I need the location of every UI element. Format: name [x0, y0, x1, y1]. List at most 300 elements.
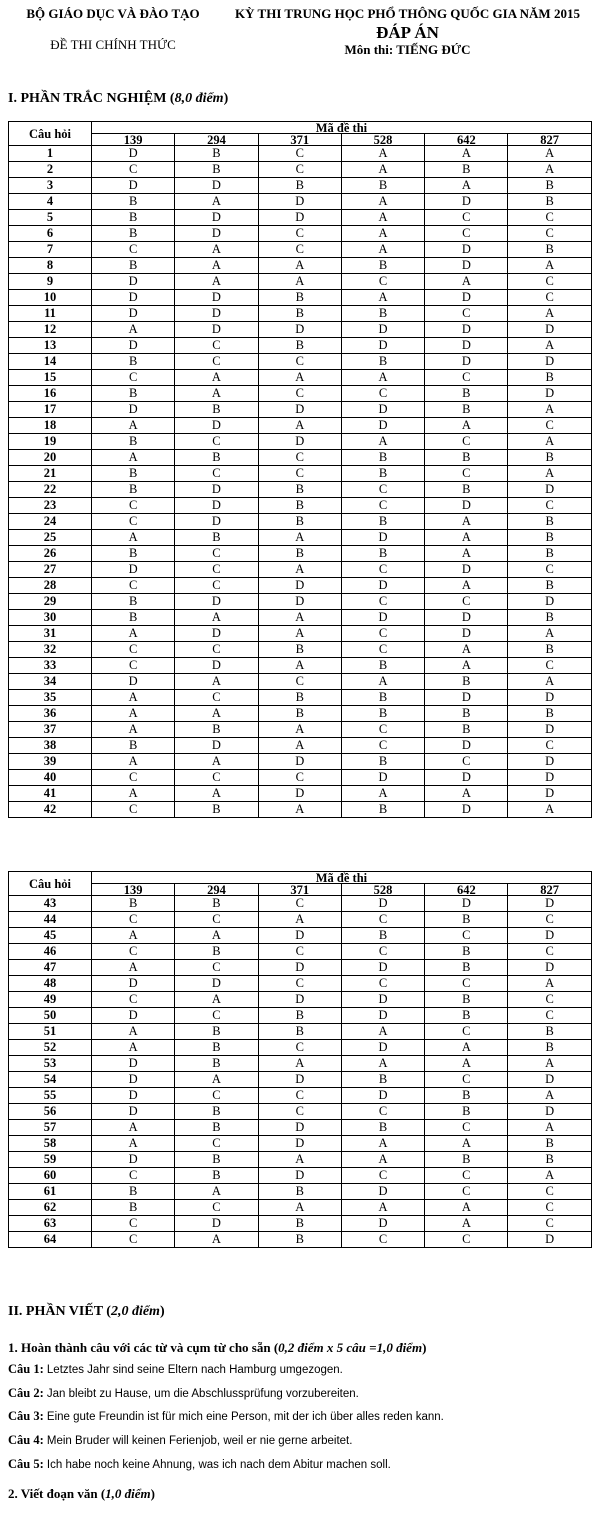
answer-cell: C	[508, 658, 591, 674]
answer-cell: A	[92, 786, 175, 802]
answer-cell: C	[425, 1232, 508, 1248]
table-row	[9, 1152, 592, 1168]
question-number: 28	[9, 578, 92, 594]
answer-cell: A	[175, 1184, 258, 1200]
answer-cell: B	[425, 402, 508, 418]
answer-cell: A	[425, 786, 508, 802]
answer-cell: A	[425, 642, 508, 658]
answer-cell: A	[508, 434, 591, 450]
answer-cell: C	[258, 976, 341, 992]
answer-cell: B	[341, 690, 424, 706]
answer-cell: A	[175, 786, 258, 802]
answer-cell: A	[508, 1120, 591, 1136]
answer-cell: B	[341, 466, 424, 482]
answer-cell: A	[341, 674, 424, 690]
answer-cell: B	[92, 386, 175, 402]
table-row	[9, 578, 592, 594]
answer-cell: D	[92, 146, 175, 162]
answer-cell: D	[341, 418, 424, 434]
answer-cell: A	[258, 626, 341, 642]
answer-cell: C	[92, 642, 175, 658]
answer-cell: D	[341, 1184, 424, 1200]
table-row	[9, 498, 592, 514]
answer-cell: C	[341, 482, 424, 498]
answer-cell: C	[425, 1120, 508, 1136]
answer-cell: B	[425, 1008, 508, 1024]
answer-cell: D	[258, 194, 341, 210]
table-row	[9, 1184, 592, 1200]
answer-cell: B	[175, 1152, 258, 1168]
answer-cell: A	[175, 1232, 258, 1248]
answer-cell: D	[175, 322, 258, 338]
answer-cell: C	[341, 944, 424, 960]
answer-cell: C	[425, 594, 508, 610]
answer-cell: B	[175, 1056, 258, 1072]
answer-cell: B	[508, 1040, 591, 1056]
table-row	[9, 530, 592, 546]
answer-cell: A	[341, 1056, 424, 1072]
part1-heading: I. PHẦN TRẮC NGHIỆM (8,0 điểm)	[8, 91, 229, 106]
part2-heading: II. PHẦN VIẾT (2,0 điểm)	[8, 1304, 165, 1319]
answer-cell: D	[425, 610, 508, 626]
answer-cell: B	[341, 658, 424, 674]
table-row	[9, 594, 592, 610]
answer-cell: D	[175, 594, 258, 610]
answer-cell: A	[341, 434, 424, 450]
answer-cell: B	[341, 802, 424, 818]
answer-cell: B	[425, 162, 508, 178]
answer-cell: D	[425, 498, 508, 514]
question-number: 11	[9, 306, 92, 322]
answer-cell: A	[425, 274, 508, 290]
table-row	[9, 258, 592, 274]
answer-cell: C	[508, 210, 591, 226]
question-number: 50	[9, 1008, 92, 1024]
answer-rows-1	[9, 146, 592, 818]
answer-cell: B	[92, 210, 175, 226]
answer-cell: B	[92, 434, 175, 450]
answer-cell: A	[92, 690, 175, 706]
answer-cell: C	[425, 928, 508, 944]
answer-cell: A	[425, 514, 508, 530]
answer-cell: C	[341, 386, 424, 402]
answer-cell: C	[341, 562, 424, 578]
question-number: 36	[9, 706, 92, 722]
answer-cell: B	[341, 546, 424, 562]
table-row	[9, 290, 592, 306]
answer-cell: A	[341, 370, 424, 386]
answer-cell: D	[258, 594, 341, 610]
answer-cell: C	[425, 1072, 508, 1088]
answer-cell: D	[341, 992, 424, 1008]
answer-table-1	[8, 121, 592, 818]
answer-cell: D	[92, 674, 175, 690]
exam-code-header: Mã đề thi	[92, 872, 592, 884]
answer-cell: A	[175, 386, 258, 402]
table-row	[9, 770, 592, 786]
answer-cell: B	[175, 146, 258, 162]
answer-cell: D	[175, 498, 258, 514]
table-row	[9, 1024, 592, 1040]
answer-cell: C	[425, 1024, 508, 1040]
answer-cell: B	[508, 1152, 591, 1168]
question-number: 9	[9, 274, 92, 290]
exam-code: 294	[175, 134, 258, 146]
answer-cell: B	[258, 546, 341, 562]
table-row	[9, 706, 592, 722]
table-row	[9, 178, 592, 194]
answer-cell: B	[425, 992, 508, 1008]
answer-cell: B	[341, 706, 424, 722]
answer-cell: B	[258, 290, 341, 306]
table-row	[9, 162, 592, 178]
answer-cell: D	[92, 1152, 175, 1168]
answer-cell: A	[341, 1200, 424, 1216]
table-row	[9, 434, 592, 450]
answer-cell: B	[341, 258, 424, 274]
exam-code: 139	[92, 134, 175, 146]
answer-cell: C	[175, 1008, 258, 1024]
answer-cell: D	[175, 178, 258, 194]
answer-cell: B	[258, 514, 341, 530]
question-number: 26	[9, 546, 92, 562]
answer-cell: D	[175, 482, 258, 498]
answer-sentence: Câu 5: Ich habe noch keine Ahnung, was ich nach dem Abitur machen soll.	[8, 1457, 391, 1471]
answer-cell: B	[92, 258, 175, 274]
answer-cell: C	[341, 594, 424, 610]
question-number: 42	[9, 802, 92, 818]
answer-cell: B	[508, 370, 591, 386]
table-row	[9, 482, 592, 498]
table-row	[9, 674, 592, 690]
answer-cell: C	[258, 466, 341, 482]
table-row	[9, 306, 592, 322]
answer-cell: C	[258, 1040, 341, 1056]
question-number: 20	[9, 450, 92, 466]
answer-cell: B	[508, 194, 591, 210]
question-number: 6	[9, 226, 92, 242]
question-number: 29	[9, 594, 92, 610]
answer-cell: C	[425, 210, 508, 226]
answer-cell: B	[508, 642, 591, 658]
exam-code: 528	[341, 884, 424, 896]
answer-cell: D	[508, 354, 591, 370]
answer-cell: D	[92, 562, 175, 578]
answer-cell: A	[175, 754, 258, 770]
table-row	[9, 1088, 592, 1104]
table-row	[9, 386, 592, 402]
answer-cell: A	[175, 194, 258, 210]
table-row	[9, 242, 592, 258]
answer-cell: C	[508, 562, 591, 578]
answer-cell: B	[508, 1136, 591, 1152]
answer-cell: B	[341, 306, 424, 322]
answer-cell: C	[258, 242, 341, 258]
answer-cell: D	[258, 578, 341, 594]
table-row	[9, 754, 592, 770]
answer-cell: D	[425, 242, 508, 258]
answer-cell: B	[92, 194, 175, 210]
answer-cell: D	[92, 1056, 175, 1072]
answer-cell: A	[425, 1200, 508, 1216]
answer-cell: B	[425, 722, 508, 738]
answer-cell: B	[508, 546, 591, 562]
table-row	[9, 1040, 592, 1056]
answer-cell: C	[425, 370, 508, 386]
answer-cell: A	[341, 210, 424, 226]
answer-cell: D	[175, 626, 258, 642]
exam-code: 827	[508, 134, 591, 146]
exam-code: 827	[508, 884, 591, 896]
answer-cell: A	[175, 928, 258, 944]
answer-cell: B	[175, 1024, 258, 1040]
answer-cell: C	[508, 992, 591, 1008]
table-row	[9, 1104, 592, 1120]
answer-cell: A	[92, 928, 175, 944]
table-row	[9, 450, 592, 466]
table-row	[9, 912, 592, 928]
answer-cell: B	[258, 706, 341, 722]
answer-cell: D	[175, 1216, 258, 1232]
answer-cell: D	[258, 928, 341, 944]
answer-cell: C	[508, 274, 591, 290]
answer-cell: A	[92, 754, 175, 770]
answer-cell: A	[258, 722, 341, 738]
answer-cell: C	[508, 1216, 591, 1232]
answer-cell: A	[425, 178, 508, 194]
answer-cell: B	[425, 912, 508, 928]
answer-cell: A	[425, 1040, 508, 1056]
answer-table-2	[8, 871, 592, 1248]
answer-cell: A	[508, 626, 591, 642]
answer-cell: D	[341, 578, 424, 594]
answer-cell: B	[258, 1008, 341, 1024]
header-right	[215, 6, 600, 58]
official-exam-label: ĐỀ THI CHÍNH THỨC	[50, 37, 176, 52]
answer-cell: D	[341, 1008, 424, 1024]
question-number: 52	[9, 1040, 92, 1056]
answer-cell: B	[508, 706, 591, 722]
answer-cell: B	[175, 722, 258, 738]
answer-cell: A	[92, 1040, 175, 1056]
table-row	[9, 146, 592, 162]
table-row	[9, 976, 592, 992]
answer-cell: A	[508, 258, 591, 274]
answer-cell: C	[175, 434, 258, 450]
answer-cell: A	[175, 370, 258, 386]
answer-cell: C	[92, 944, 175, 960]
subject-label: Môn thi: TIẾNG ĐỨC	[344, 42, 471, 57]
question-number: 58	[9, 1136, 92, 1152]
answer-cell: C	[508, 290, 591, 306]
exam-code-header: Mã đề thi	[92, 122, 592, 134]
question-number: 23	[9, 498, 92, 514]
document-title: ĐÁP ÁN	[376, 23, 439, 42]
answer-cell: B	[508, 610, 591, 626]
answer-cell: B	[258, 1216, 341, 1232]
answer-cell: B	[175, 896, 258, 912]
answer-cell: D	[425, 770, 508, 786]
answer-cell: A	[92, 1120, 175, 1136]
answer-cell: D	[508, 722, 591, 738]
answer-cell: A	[341, 1152, 424, 1168]
answer-cell: A	[258, 258, 341, 274]
answer-cell: C	[258, 386, 341, 402]
answer-cell: D	[341, 610, 424, 626]
answer-cell: D	[425, 896, 508, 912]
answer-cell: D	[175, 290, 258, 306]
table-row	[9, 722, 592, 738]
question-number: 17	[9, 402, 92, 418]
answer-cell: A	[508, 1168, 591, 1184]
question-number: 60	[9, 1168, 92, 1184]
answer-cell: A	[341, 1136, 424, 1152]
answer-cell: B	[175, 1168, 258, 1184]
exam-code: 642	[425, 134, 508, 146]
answer-cell: C	[508, 1008, 591, 1024]
answer-cell: B	[425, 674, 508, 690]
table-row	[9, 1056, 592, 1072]
table-row	[9, 1120, 592, 1136]
answer-cell: C	[92, 498, 175, 514]
answer-cell: C	[508, 912, 591, 928]
answer-cell: C	[508, 1184, 591, 1200]
answer-cell: D	[92, 178, 175, 194]
question-number: 32	[9, 642, 92, 658]
answer-cell: A	[258, 1152, 341, 1168]
answer-cell: A	[425, 418, 508, 434]
answer-cell: C	[258, 146, 341, 162]
answer-cell: B	[175, 1040, 258, 1056]
answer-cell: D	[341, 338, 424, 354]
question-number: 59	[9, 1152, 92, 1168]
answer-cell: D	[341, 322, 424, 338]
answer-cell: D	[508, 690, 591, 706]
question-column-header: Câu hỏi	[9, 122, 92, 146]
exam-code: 371	[258, 884, 341, 896]
answer-cell: A	[341, 194, 424, 210]
answer-cell: B	[92, 1184, 175, 1200]
table-row	[9, 418, 592, 434]
answer-cell: C	[508, 1200, 591, 1216]
table-row	[9, 226, 592, 242]
table-row	[9, 1168, 592, 1184]
answer-cell: D	[425, 354, 508, 370]
answer-cell: D	[425, 322, 508, 338]
answer-rows-2	[9, 896, 592, 1248]
answer-cell: D	[175, 226, 258, 242]
exam-title: KỲ THI TRUNG HỌC PHỔ THÔNG QUỐC GIA NĂM 2015	[235, 6, 580, 21]
answer-cell: C	[175, 562, 258, 578]
answer-cell: B	[425, 1104, 508, 1120]
answer-cell: A	[258, 912, 341, 928]
answer-cell: C	[425, 754, 508, 770]
answer-cell: B	[341, 754, 424, 770]
question-number: 21	[9, 466, 92, 482]
answer-cell: D	[425, 626, 508, 642]
question-number: 45	[9, 928, 92, 944]
answer-cell: B	[92, 482, 175, 498]
question-number: 44	[9, 912, 92, 928]
question-number: 1	[9, 146, 92, 162]
answer-cell: C	[175, 1200, 258, 1216]
answer-cell: D	[92, 338, 175, 354]
table-row	[9, 1200, 592, 1216]
answer-cell: C	[175, 912, 258, 928]
answer-cell: D	[425, 690, 508, 706]
answer-cell: B	[258, 1024, 341, 1040]
question-column-header: Câu hỏi	[9, 872, 92, 896]
answer-cell: D	[258, 402, 341, 418]
answer-cell: D	[341, 1088, 424, 1104]
answer-cell: D	[425, 802, 508, 818]
answer-cell: A	[92, 418, 175, 434]
answer-cell: A	[508, 162, 591, 178]
answer-cell: C	[341, 642, 424, 658]
answer-cell: B	[175, 530, 258, 546]
answer-cell: D	[341, 530, 424, 546]
answer-cell: D	[508, 770, 591, 786]
answer-cell: D	[258, 1072, 341, 1088]
answer-cell: B	[175, 1104, 258, 1120]
table-row	[9, 944, 592, 960]
answer-cell: B	[258, 338, 341, 354]
answer-cell: D	[175, 210, 258, 226]
answer-cell: C	[425, 1168, 508, 1184]
answer-cell: C	[175, 770, 258, 786]
answer-cell: D	[175, 658, 258, 674]
answer-cell: D	[341, 1040, 424, 1056]
answer-cell: B	[175, 402, 258, 418]
answer-cell: D	[92, 402, 175, 418]
answer-cell: B	[508, 578, 591, 594]
answer-cell: D	[508, 896, 591, 912]
answer-cell: D	[258, 322, 341, 338]
answer-cell: C	[425, 976, 508, 992]
answer-cell: A	[508, 306, 591, 322]
table-row	[9, 322, 592, 338]
question-number: 10	[9, 290, 92, 306]
answer-cell: A	[341, 786, 424, 802]
answer-cell: B	[508, 514, 591, 530]
answer-cell: A	[175, 258, 258, 274]
answer-cell: D	[92, 1008, 175, 1024]
question-number: 14	[9, 354, 92, 370]
answer-cell: D	[508, 960, 591, 976]
answer-cell: B	[341, 354, 424, 370]
answer-cell: C	[425, 306, 508, 322]
answer-cell: A	[341, 242, 424, 258]
answer-cell: B	[92, 738, 175, 754]
answer-cell: A	[508, 976, 591, 992]
answer-cell: C	[92, 658, 175, 674]
answer-cell: A	[425, 578, 508, 594]
answer-cell: C	[175, 354, 258, 370]
table-row	[9, 546, 592, 562]
answer-cell: D	[258, 1136, 341, 1152]
answer-cell: C	[508, 944, 591, 960]
exam-code: 139	[92, 884, 175, 896]
table-row	[9, 928, 592, 944]
answer-cell: D	[92, 976, 175, 992]
question-number: 31	[9, 626, 92, 642]
answer-cell: B	[425, 1088, 508, 1104]
answer-cell: D	[175, 738, 258, 754]
ministry-name: BỘ GIÁO DỤC VÀ ĐÀO TẠO	[26, 6, 200, 21]
answer-cell: D	[508, 928, 591, 944]
question-number: 64	[9, 1232, 92, 1248]
answer-cell: B	[258, 306, 341, 322]
